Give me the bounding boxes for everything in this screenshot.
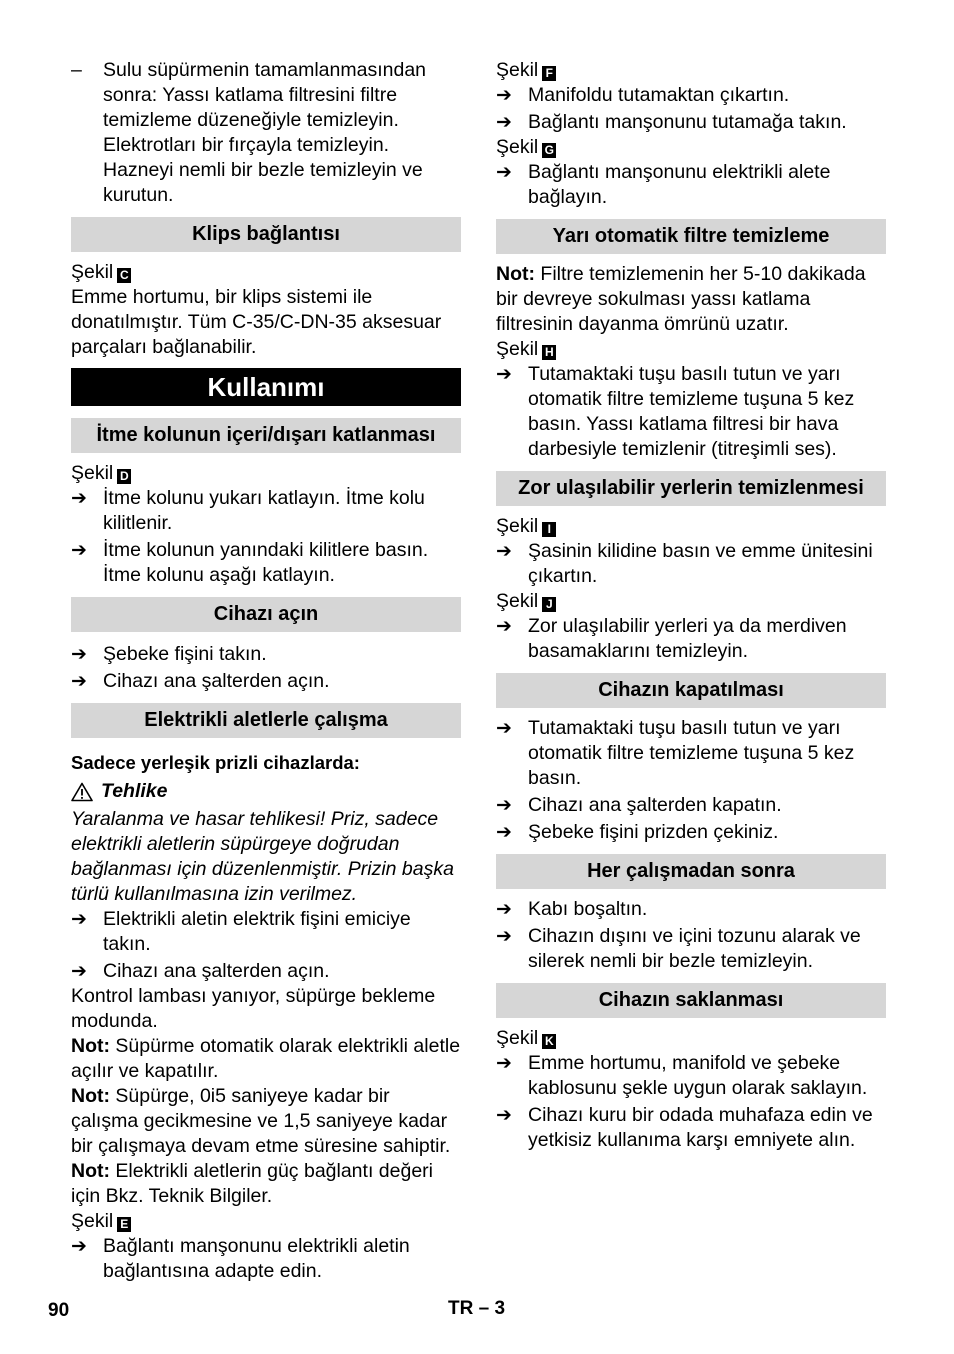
step-text: Emme hortumu, manifold ve şebeke kablosunu şekle uygun olarak saklayın. <box>528 1052 868 1099</box>
page-number: 90 <box>48 1300 70 1321</box>
figure-ref-d <box>71 461 461 486</box>
figure-letter-c: C <box>117 268 131 283</box>
step-text: Bağlantı manşonunu elektrikli aletin bağlantısına adapte edin. <box>103 1235 410 1282</box>
figure-letter-d: D <box>117 469 131 484</box>
step-text: Elektrikli aletin elektrik fişini emiciye takın. <box>103 908 411 955</box>
step-text: Şebeke fişini takın. <box>103 643 267 665</box>
step-text: Cihazı kuru bir odada muhafaza edin ve yetkisiz kullanıma karşı emniyete alın. <box>528 1104 873 1151</box>
arrow-right-icon: ➔ <box>71 909 87 930</box>
figure-label: Şekil <box>71 462 114 484</box>
right-column <box>496 58 886 1153</box>
note-label: Not: <box>496 263 535 285</box>
arrow-right-icon: ➔ <box>496 718 512 739</box>
step-text: Kabı boşaltın. <box>528 898 648 920</box>
figure-letter-k: K <box>542 1034 556 1049</box>
step-text: Cihazın dışını ve içini tozunu alarak ve silerek nemli bir bezle temizleyin. <box>528 925 861 972</box>
arrow-right-icon: ➔ <box>496 899 512 920</box>
figure-label: Şekil <box>71 1210 114 1232</box>
yari-note <box>496 262 886 337</box>
note-2 <box>71 1084 461 1159</box>
arrow-right-icon: ➔ <box>71 1236 87 1257</box>
step-text: Tutamaktaki tuşu basılı tutun ve yarı otomatik filtre temizleme tuşuna 5 kez basın. <box>528 717 855 789</box>
step-item <box>71 538 461 588</box>
arrow-right-icon: ➔ <box>71 644 87 665</box>
subheading-sadece: Sadece yerleşik prizli cihazlarda: <box>71 752 360 773</box>
step-item <box>71 486 461 536</box>
section-heading-kapat: Cihazın kapatılması <box>496 673 886 708</box>
step-text: Şasinin kilidine basın ve emme ünitesini çıkartın. <box>528 540 873 587</box>
section-heading-sakla: Cihazın saklanması <box>496 983 886 1018</box>
note-text: Filtre temizlemenin her 5-10 dakikada bir devreye sokulması yassı katlama filtresinin dayanma ömrünü uzatır. <box>496 263 866 335</box>
arrow-right-icon: ➔ <box>496 795 512 816</box>
step-text: İtme kolunun yanındaki kilitlere basın. İtme kolunu aşağı katlayın. <box>103 539 429 586</box>
dash-bullet: – <box>71 59 82 81</box>
section-heading-elektrikli: Elektrikli aletlerle çalışma <box>71 703 461 738</box>
figure-letter-g: G <box>542 143 556 158</box>
section-heading-yari: Yarı otomatik filtre temizleme <box>496 219 886 254</box>
step-item <box>496 110 886 135</box>
figure-letter-e: E <box>117 1217 131 1232</box>
arrow-right-icon: ➔ <box>496 112 512 133</box>
left-column <box>71 58 461 1284</box>
step-item <box>496 160 886 210</box>
note-text: Süpürge, 0i5 saniyeye kadar bir çalışma gecikmesine ve 1,5 saniyeye kadar bir çalışmaya devam etme süresine sahiptir. <box>71 1085 451 1157</box>
section-heading-itme: İtme kolunun içeri/dışarı katlanması <box>71 418 461 453</box>
step-text: Cihazı ana şalterden açın. <box>103 670 330 692</box>
kontrol-text: Kontrol lambası yanıyor, süpürge bekleme modunda. <box>71 985 436 1032</box>
warning-label: Tehlike <box>101 780 168 802</box>
arrow-right-icon: ➔ <box>71 671 87 692</box>
section-heading-acin: Cihazı açın <box>71 597 461 632</box>
figure-label: Şekil <box>496 59 539 81</box>
step-item <box>496 1051 886 1101</box>
figure-ref-f <box>496 58 886 83</box>
note-label: Not: <box>71 1085 110 1107</box>
note-label: Not: <box>71 1160 110 1182</box>
step-item <box>71 1234 461 1284</box>
step-item <box>496 793 886 818</box>
step-item <box>71 959 461 984</box>
figure-ref-k <box>496 1026 886 1051</box>
section-heading-zor: Zor ulaşılabilir yerlerin temizlenmesi <box>496 471 886 506</box>
intro-text: Sulu süpürmenin tamamlanmasından sonra: Yassı katlama filtresini filtre temizleme düzeneğiyle temizleyin. Elektrotları bir fırçayla temizleyin. Hazneyi nemli bir bezle temizleyin ve kurutun. <box>103 59 427 206</box>
figure-ref-i <box>496 514 886 539</box>
warning-triangle-icon <box>71 782 93 802</box>
arrow-right-icon: ➔ <box>71 540 87 561</box>
note-text: Süpürme otomatik olarak elektrikli aletle açılır ve kapatılır. <box>71 1035 461 1082</box>
figure-ref-h <box>496 337 886 362</box>
step-item <box>71 642 461 667</box>
note-label: Not: <box>71 1035 110 1057</box>
step-item <box>496 1103 886 1153</box>
step-item <box>71 669 461 694</box>
figure-label: Şekil <box>496 136 539 158</box>
step-text: İtme kolunu yukarı katlayın. İtme kolu kilitlenir. <box>103 487 425 534</box>
figure-letter-i: I <box>542 522 556 537</box>
step-item <box>496 614 886 664</box>
arrow-right-icon: ➔ <box>71 961 87 982</box>
language-page-label: TR – 3 <box>448 1298 506 1319</box>
step-text: Tutamaktaki tuşu basılı tutun ve yarı otomatik filtre temizleme tuşuna 5 kez basın. Yassı katlama filtresi bir hava darbesiyle temizlenir (titreşimli ses). <box>528 363 855 460</box>
step-item <box>71 907 461 957</box>
step-item <box>496 83 886 108</box>
figure-label: Şekil <box>496 1027 539 1049</box>
arrow-right-icon: ➔ <box>71 488 87 509</box>
figure-letter-j: J <box>542 597 556 612</box>
warning-text: Yaralanma ve hasar tehlikesi! Priz, sadece elektrikli aletlerin süpürgeye doğrudan bağlanması için düzenlenmiştir. Prizin başka türlü kullanılmasına izin verilmez. <box>71 808 454 905</box>
step-item <box>496 362 886 462</box>
step-item <box>496 924 886 974</box>
step-text: Zor ulaşılabilir yerleri ya da merdiven basamaklarını temizleyin. <box>528 615 847 662</box>
note-1 <box>71 1034 461 1084</box>
arrow-right-icon: ➔ <box>496 364 512 385</box>
step-text: Şebeke fişini prizden çekiniz. <box>528 821 779 843</box>
arrow-right-icon: ➔ <box>496 162 512 183</box>
arrow-right-icon: ➔ <box>496 85 512 106</box>
figure-ref-g <box>496 135 886 160</box>
note-text: Elektrikli aletlerin güç bağlantı değeri için Bkz. Teknik Bilgiler. <box>71 1160 433 1207</box>
step-item <box>496 716 886 791</box>
step-text: Cihazı ana şalterden kapatın. <box>528 794 782 816</box>
step-text: Bağlantı manşonunu elektrikli alete bağlayın. <box>528 161 831 208</box>
klips-text: Emme hortumu, bir klips sistemi ile donatılmıştır. Tüm C-35/C-DN-35 aksesuar parçaları bağlanabilir. <box>71 286 442 358</box>
figure-ref-c <box>71 260 461 285</box>
section-heading-her: Her çalışmadan sonra <box>496 854 886 889</box>
figure-label: Şekil <box>71 261 114 283</box>
figure-label: Şekil <box>496 590 539 612</box>
arrow-right-icon: ➔ <box>496 541 512 562</box>
chapter-title: Kullanımı <box>71 368 461 406</box>
figure-label: Şekil <box>496 515 539 537</box>
step-item <box>496 820 886 845</box>
intro-item <box>71 58 461 208</box>
figure-ref-e <box>71 1209 461 1234</box>
figure-letter-h: H <box>542 345 556 360</box>
warning-heading <box>71 779 461 804</box>
arrow-right-icon: ➔ <box>496 822 512 843</box>
arrow-right-icon: ➔ <box>496 1053 512 1074</box>
arrow-right-icon: ➔ <box>496 616 512 637</box>
note-3 <box>71 1159 461 1209</box>
step-text: Manifoldu tutamaktan çıkartın. <box>528 84 790 106</box>
step-item <box>496 539 886 589</box>
arrow-right-icon: ➔ <box>496 926 512 947</box>
step-text: Cihazı ana şalterden açın. <box>103 960 330 982</box>
step-item <box>496 897 886 922</box>
arrow-right-icon: ➔ <box>496 1105 512 1126</box>
figure-letter-f: F <box>542 66 556 81</box>
figure-ref-j <box>496 589 886 614</box>
step-text: Bağlantı manşonunu tutamağa takın. <box>528 111 847 133</box>
figure-label: Şekil <box>496 338 539 360</box>
section-heading-klips: Klips bağlantısı <box>71 217 461 252</box>
